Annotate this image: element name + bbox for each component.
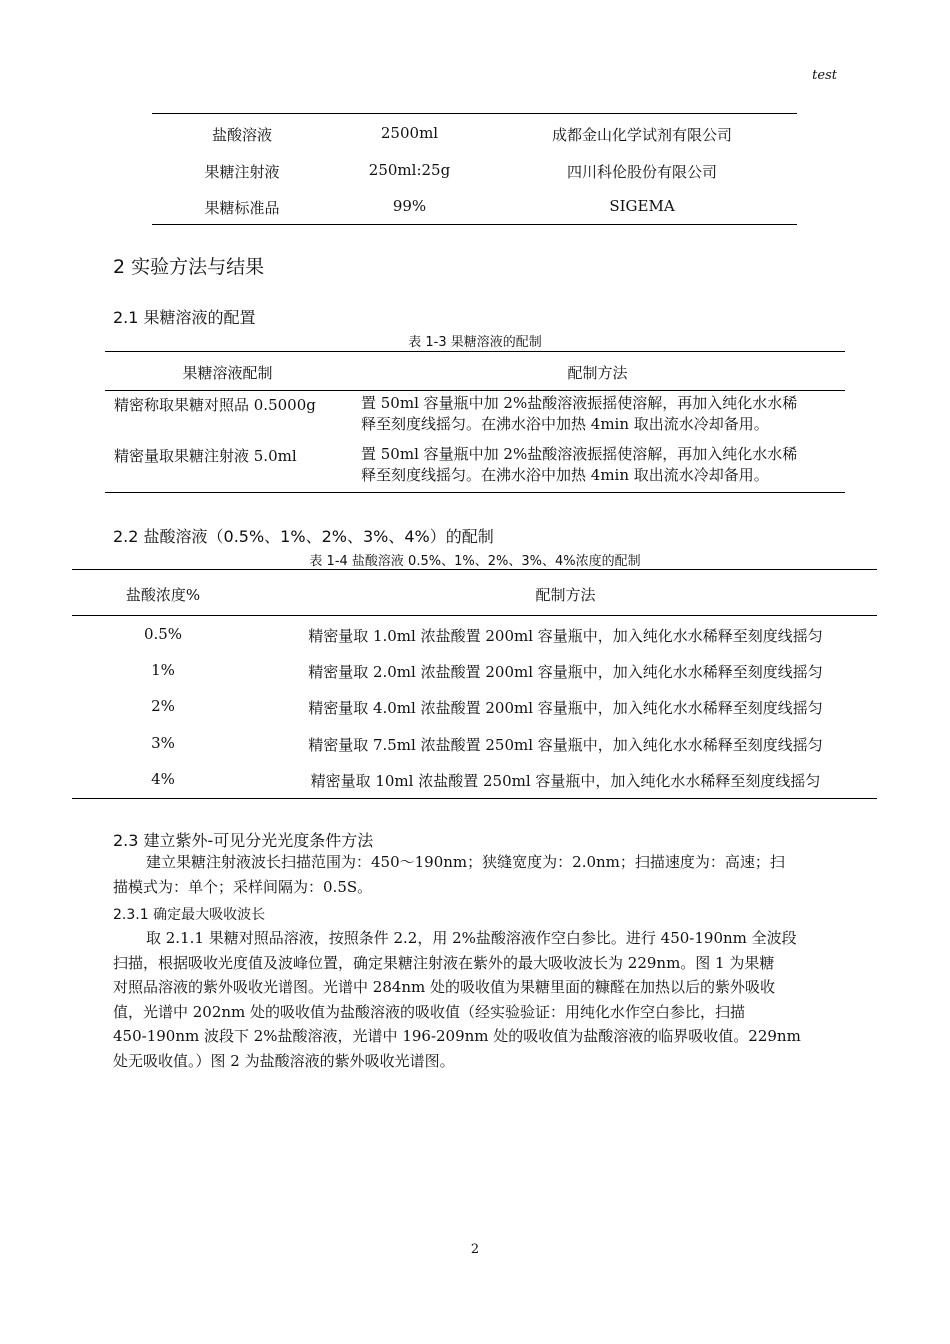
table-cell: 精密量取 2.0ml 浓盐酸置 200ml 容量瓶中，加入纯化水水稀释至刻度线摇匀 <box>308 663 823 681</box>
table-top-rule <box>105 351 845 352</box>
table-cell: 盐酸溶液 <box>211 126 272 144</box>
table-cell: 250ml:25g <box>368 161 451 179</box>
table-cell: 0.5% <box>143 625 183 643</box>
table-cell: 精密量取 10ml 浓盐酸置 250ml 容量瓶中，加入纯化水水稀释至刻度线摇匀 <box>310 772 821 790</box>
cell-line: 置 50ml 容量瓶中加 2%盐酸溶液振摇使溶解，再加入纯化水水稀 <box>361 445 798 463</box>
table-cell: 精密量取 1.0ml 浓盐酸置 200ml 容量瓶中，加入纯化水水稀释至刻度线摇匀 <box>308 627 823 645</box>
cell-line: 释至刻度线摇匀。在沸水浴中加热 4min 取出流水冷却备用。 <box>361 466 769 484</box>
page-number: 2 <box>470 1242 480 1257</box>
table-header-rule <box>72 615 877 616</box>
table-cell: 2500ml <box>380 124 439 142</box>
table-cell: 精密量取 4.0ml 浓盐酸置 200ml 容量瓶中，加入纯化水水稀释至刻度线摇匀 <box>308 699 823 717</box>
table-cell: 精密量取果糖注射液 5.0ml <box>114 447 297 465</box>
paragraph <box>113 926 837 1073</box>
table-header-cell: 盐酸浓度% <box>125 586 201 604</box>
table-cell: 4% <box>151 770 175 788</box>
subsection-heading: 2.1 果糖溶液的配置 <box>113 308 256 327</box>
table-cell: 1% <box>151 661 175 679</box>
table-cell: 精密量取 7.5ml 浓盐酸置 250ml 容量瓶中，加入纯化水水稀释至刻度线摇匀 <box>308 736 823 754</box>
paragraph-line: 扫描，根据吸收光度值及波峰位置，确定果糖注射液在紫外的最大吸收波长为 229nm。图 1 为果糖 <box>113 953 775 972</box>
table-bottom-rule <box>152 224 797 225</box>
table-caption: 表 1-3 果糖溶液的配制 <box>408 335 542 350</box>
table-bottom-rule <box>72 798 877 799</box>
paragraph-line: 450-190nm 波段下 2%盐酸溶液，光谱中 196-209nm 处的吸收值为盐酸溶液的临界吸收值。229nm <box>113 1027 801 1045</box>
subsection-heading: 2.3 建立紫外-可见分光光度条件方法 <box>113 831 374 850</box>
table-header-cell: 配制方法 <box>567 364 628 382</box>
table-cell: 四川科伦股份有限公司 <box>566 163 717 181</box>
table-top-rule <box>152 113 797 114</box>
table-cell: 99% <box>392 197 427 215</box>
paragraph-line: 取 2.1.1 果糖对照品溶液，按照条件 2.2，用 2%盐酸溶液作空白参比。进行 450-190nm 全波段 <box>146 929 797 947</box>
table-top-rule <box>72 569 877 570</box>
table-cell: 果糖标准品 <box>204 199 280 217</box>
paragraph <box>113 850 837 899</box>
table-cell <box>361 444 839 486</box>
paragraph-line: 建立果糖注射液波长扫描范围为：450～190nm；狭缝宽度为：2.0nm；扫描速度为：高速；扫 <box>146 853 785 871</box>
table-header-cell: 配制方法 <box>535 586 596 604</box>
table-cell: 3% <box>151 734 175 752</box>
paragraph-line: 描模式为：单个；采样间隔为：0.5S。 <box>113 877 373 896</box>
table-caption: 表 1-4 盐酸溶液 0.5%、1%、2%、3%、4%浓度的配制 <box>309 554 641 569</box>
table-cell: 2% <box>151 697 175 715</box>
running-header: test <box>812 68 837 83</box>
table-header-rule <box>105 390 845 391</box>
table-cell <box>361 393 839 435</box>
paragraph-line: 对照品溶液的紫外吸收光谱图。光谱中 284nm 处的吸收值为果糖里面的糠醛在加热以后的紫外吸收 <box>113 978 776 996</box>
paragraph-line: 值，光谱中 202nm 处的吸收值为盐酸溶液的吸收值（经实验验证：用纯化水作空白参比，扫描 <box>113 1002 746 1021</box>
cell-line: 置 50ml 容量瓶中加 2%盐酸溶液振摇使溶解，再加入纯化水水稀 <box>361 394 798 412</box>
cell-line: 释至刻度线摇匀。在沸水浴中加热 4min 取出流水冷却备用。 <box>361 415 769 433</box>
subsection-heading: 2.2 盐酸溶液（0.5%、1%、2%、3%、4%）的配制 <box>113 527 494 546</box>
section-heading: 2 实验方法与结果 <box>113 256 265 278</box>
table-cell: 精密称取果糖对照品 0.5000g <box>114 396 316 414</box>
table-cell: 果糖注射液 <box>204 163 280 181</box>
table-cell: SIGEMA <box>609 197 675 215</box>
subsubsection-heading: 2.3.1 确定最大吸收波长 <box>113 907 266 923</box>
table-bottom-rule <box>105 492 845 493</box>
table-cell: 成都金山化学试剂有限公司 <box>551 126 732 144</box>
table-header-cell: 果糖溶液配制 <box>182 364 273 382</box>
paragraph-line: 处无吸收值。）图 2 为盐酸溶液的紫外吸收光谱图。 <box>113 1051 455 1070</box>
